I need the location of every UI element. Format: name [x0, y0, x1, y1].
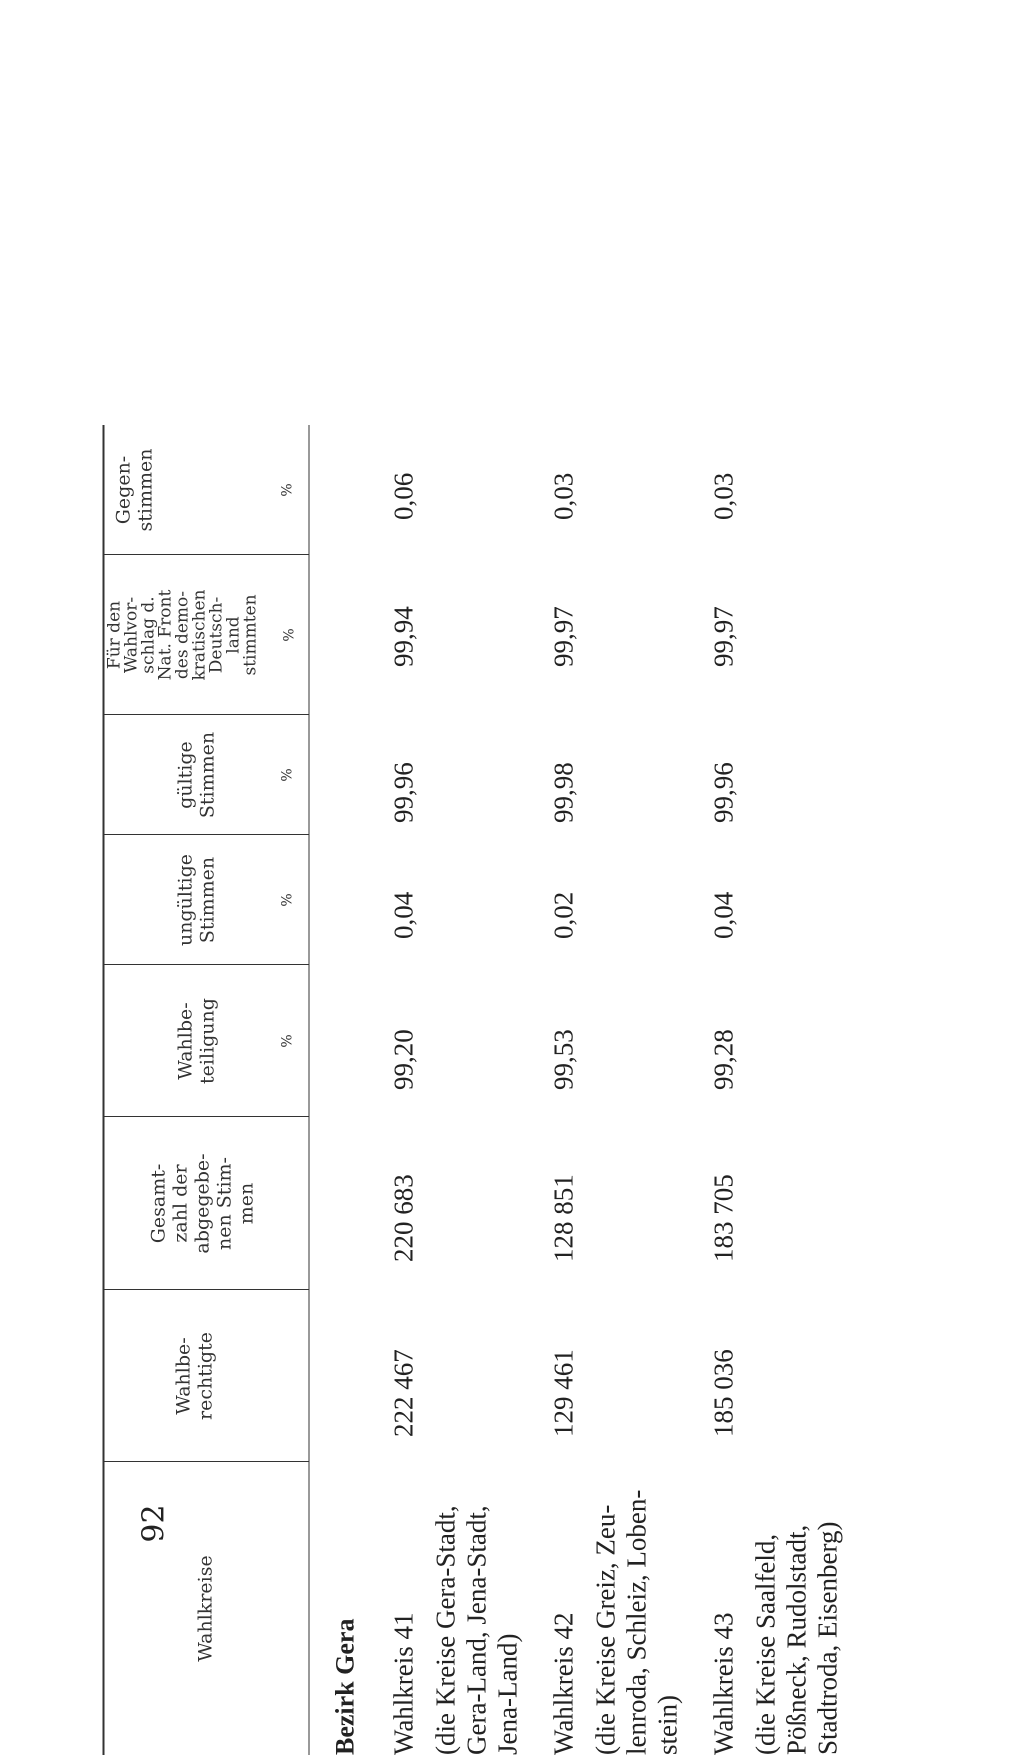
cell-gueltige: 99,98	[548, 762, 579, 823]
cell-gesamtzahl: 183 705	[708, 1174, 739, 1262]
header-label: Gegen- stimmen	[112, 448, 157, 532]
header-label: Wahlbe- rechtigte	[172, 1332, 217, 1420]
cell-fuer: 99,97	[708, 606, 739, 667]
header-label: Gesamt- zahl der abgegebe- nen Stim- men	[147, 1153, 258, 1254]
row-description: (die Kreise Gera-Stadt, Gera-Land, Jena-Stadt, Jena-Land)	[430, 1505, 523, 1755]
header-fuer-nationale-front	[103, 555, 309, 715]
cell-ungueltige: 0,04	[708, 891, 739, 939]
header-label: ungültige Stimmen	[174, 853, 219, 947]
cell-wahlberechtigte: 222 467	[388, 1349, 419, 1437]
header-unit: %	[281, 628, 298, 642]
cell-wahlberechtigte: 129 461	[548, 1349, 579, 1437]
header-gegenstimmen	[103, 425, 309, 555]
header-wahlberechtigte	[103, 1290, 309, 1462]
row-description: (die Kreise Saalfeld, Pößneck, Rudolstadt, Stadtroda, Eisenberg)	[750, 1521, 843, 1755]
cell-ungueltige: 0,02	[548, 891, 579, 939]
header-wahlkreise	[103, 1462, 309, 1755]
header-unit: %	[279, 893, 296, 907]
section-heading: Bezirk Gera	[330, 1618, 360, 1755]
table-header-rule	[309, 425, 310, 1755]
header-wahlbeteiligung	[103, 965, 309, 1117]
header-gesamtzahl	[103, 1117, 309, 1290]
rotated-table-container	[103, 425, 843, 1755]
cell-gegenstimmen: 0,03	[548, 472, 579, 520]
row-title: Wahlkreis 42	[548, 1612, 579, 1755]
header-unit: %	[279, 483, 296, 497]
row-description: (die Kreise Greiz, Zeu- lenroda, Schleiz, Loben- stein)	[590, 1489, 683, 1755]
row-title: Wahlkreis 41	[388, 1612, 419, 1755]
page-number: 92	[136, 1504, 172, 1543]
header-label: Für den Wahlvor- schlag d. Nat. Front des demo- kratischen Deutsch- land stimmten	[104, 589, 261, 681]
header-label: Wahlbe- teiligung	[174, 998, 219, 1084]
cell-wahlbeteiligung: 99,53	[548, 1029, 579, 1090]
cell-gesamtzahl: 128 851	[548, 1174, 579, 1262]
header-unit: %	[279, 1034, 296, 1048]
election-results-table	[103, 425, 843, 1755]
header-label: gültige Stimmen	[174, 731, 219, 819]
header-label: Wahlkreise	[194, 1555, 217, 1662]
cell-wahlberechtigte: 185 036	[708, 1349, 739, 1437]
header-ungueltige	[103, 835, 309, 965]
cell-ungueltige: 0,04	[388, 891, 419, 939]
cell-gesamtzahl: 220 683	[388, 1174, 419, 1262]
cell-gueltige: 99,96	[708, 762, 739, 823]
header-unit: %	[279, 768, 296, 782]
header-gueltige	[103, 715, 309, 835]
cell-wahlbeteiligung: 99,20	[388, 1029, 419, 1090]
cell-fuer: 99,97	[548, 606, 579, 667]
cell-gueltige: 99,96	[388, 762, 419, 823]
cell-fuer: 99,94	[388, 606, 419, 667]
cell-gegenstimmen: 0,03	[708, 472, 739, 520]
cell-wahlbeteiligung: 99,28	[708, 1029, 739, 1090]
cell-gegenstimmen: 0,06	[388, 472, 419, 520]
row-title: Wahlkreis 43	[708, 1612, 739, 1755]
